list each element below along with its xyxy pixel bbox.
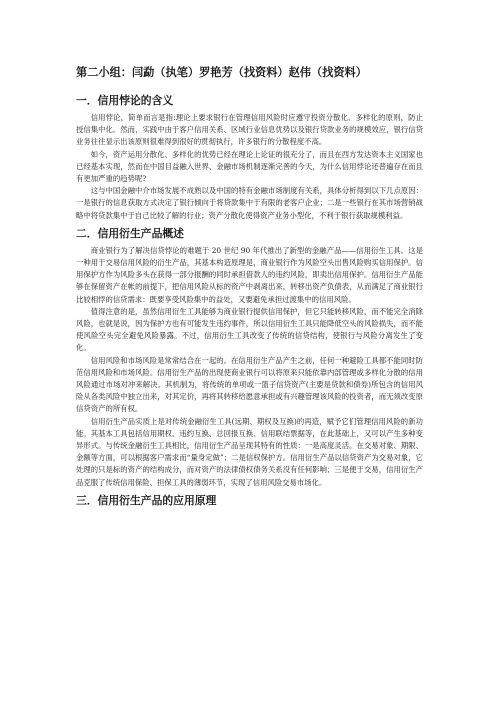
section-heading: 三．信用衍生产品的应用原理 xyxy=(76,493,217,507)
section-heading: 一．信用悖论的含义 xyxy=(76,94,174,107)
paragraph: 信用衍生产品实质上是对传统金融衍生工具(远期、期权及互换)的再造，赋予它们管理信用风险的新功能。其基本工具包括信用期权、违约互换、总回报互换、信用联结票据等，在此基础上，又可以产生多种变异形式。与传统金融衍生工具相比，信用衍生产品呈现其特有的性质：一是高度灵活。在交易对象、期限、金额等方面，可以根据客户需求而“量身定做”；二是信权保护方。信用衍生产品以信贷资产为交易对象，它处理的只是标的资产的结构成分，而对资产的法律债权债务关系没有任何影响；三是便于交易，信用衍生产品克服了传统信用保险、担保工具的薄弱环节，实现了信用风险交易市场化。 xyxy=(76,416,423,487)
document-page xyxy=(76,66,423,513)
paragraph: 这与中国金融中介市场发展不成熟以及中国的特有金融市场制度有关系，具体分析得到以下几点原因：一是银行的信息获取方式决定了银行倾向于将贷款集中于有限的老客户企业；二是一些银行在其市场营销战略中将贷款集中于自己比较了解的行业；资产分散化使得资产业务小型化，不利于银行获取规模利益。 xyxy=(76,186,423,220)
section-heading: 二．信用衍生产品概述 xyxy=(76,226,184,240)
paragraph: 信用风险和市场风险是常常结合在一起的。在信用衍生产品产生之前，任何一种避险工具都不能同时防范信用风险和市场风险。信用衍生产品的出现使商业银行可以将原来只能依靠内部管理或多样化分散的信用风险通过市场对冲来解决。其机制为，将传统的单项或一篮子信贷资产(主要是贷款和债券)所包含的信用风险从各类风险中独立出来，对其定价，再将其转移给愿意承担或有兴趣管理该风险的投资者，而无须改变原信贷资产的所有权。 xyxy=(76,355,423,414)
section-3 xyxy=(76,494,423,508)
paragraph: 值得注意的是，虽然信用衍生工具能够为商业银行提供信用保护，但它只能转移风险，而不能完全消除风险，也就是说，因为保护方也有可能发生违约事件，所以信用衍生工具只能降低空头的风险损失，而不能使风险空头完全避免风险暴露。不过，信用衍生工具改变了传统的信贷结构，使银行与风险分离发生了变化。 xyxy=(76,306,423,353)
paragraph: 如今，资产运用分散化、多样化的优势已经在理论上论证的很充分了，而且在西方发达资本主义国家也已经基本实现，然而在中国目益融入世界、金融市场机制逐渐完善的今天，为什么信用悖论还普遍存在而且有更加严重的趋势呢? xyxy=(76,149,423,184)
paragraph: 商业银行为了解决信贷悖论的难题于 20 世纪 90 年代推出了新型的金融产品——信用衍生工具。这是一种用于交易信用风险的衍生产品，其基本构造原理是，商业银行作为风险空头出售风险购买信用保护。信用保护方作为风险多头在获得一部分报酬的同时承担借款人的违约风险，即卖出信用保护。信用衍生产品能够在保留资产在帐的前提下，把信用风险从标的资产中剥离出来，转移出资产负债表，从而满足了商业银行比较相悖的信贷需求：既要享受风险集中的益处，又要避免承担过渡集中的信用风险。 xyxy=(76,245,423,304)
paragraph: 信用悖论，简单而言是指:理论上要求银行在管理信用风险时应遵守投资分散化、多样化的原则，防止授信集中化。然而，实践中由于客户信用关系、区域行业信息优势以及银行贷款业务的规模效应，银行信贷业务往往显示出该原则很难得到很好的贯彻执行，许多银行的分散程度不高。 xyxy=(76,113,423,147)
document-title: 第二小组：闫勐（执笔）罗艳芳（找资料）赵伟（找资料） xyxy=(76,66,367,79)
section-2 xyxy=(76,227,423,489)
section-1 xyxy=(76,94,423,222)
